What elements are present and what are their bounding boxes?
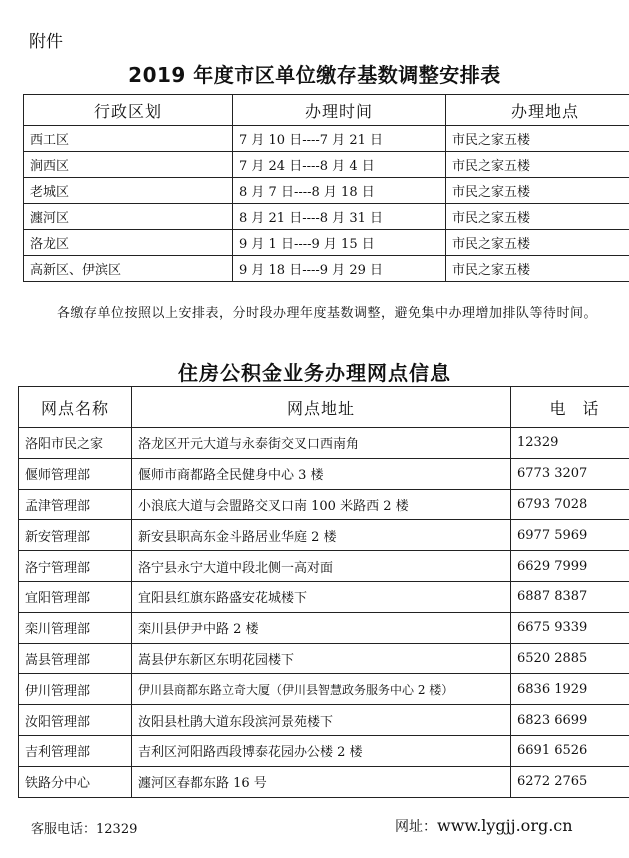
- table-row: [24, 256, 629, 282]
- district-cell: 老城区: [24, 178, 233, 204]
- outlet-address-cell: 瀍河区春都东路 16 号: [132, 766, 511, 797]
- location-cell: 市民之家五楼: [446, 204, 629, 230]
- outlet-name-cell: 洛宁管理部: [19, 551, 132, 582]
- outlet-phone-cell: 6629 7999: [511, 551, 629, 582]
- outlet-address-cell: 宜阳县红旗东路盛安花城楼下: [132, 581, 511, 612]
- location-cell: 市民之家五楼: [446, 256, 629, 282]
- outlet-phone-cell: 6793 7028: [511, 489, 629, 520]
- outlet-address-cell: 偃师市商都路全民健身中心 3 楼: [132, 458, 511, 489]
- table-row: [19, 428, 629, 459]
- outlet-phone-cell: 6691 6526: [511, 735, 629, 766]
- schedule-header-row: [24, 95, 629, 126]
- outlet-phone-cell: 6272 2765: [511, 766, 629, 797]
- outlet-address-cell: 栾川县伊尹中路 2 楼: [132, 612, 511, 643]
- outlet-name-cell: 伊川管理部: [19, 674, 132, 705]
- time-cell: 9 月 1 日----9 月 15 日: [233, 230, 446, 256]
- schedule-table: [23, 94, 629, 282]
- outlet-phone-cell: 6675 9339: [511, 612, 629, 643]
- table-row: [19, 612, 629, 643]
- outlet-address-cell: 吉利区河阳路西段博泰花园办公楼 2 楼: [132, 735, 511, 766]
- outlet-address-cell: 洛宁县永宁大道中段北侧一高对面: [132, 551, 511, 582]
- outlet-phone-cell: 6887 8387: [511, 581, 629, 612]
- website-link[interactable]: www.lygjj.org.cn: [437, 816, 573, 835]
- table-row: [24, 204, 629, 230]
- attachment-label: 附件: [29, 32, 63, 52]
- outlet-phone-cell: 6520 2885: [511, 643, 629, 674]
- table-row: [19, 581, 629, 612]
- district-cell: 高新区、伊滨区: [24, 256, 233, 282]
- outlets-table: [18, 386, 629, 798]
- header-outlet-name: 网点名称: [19, 387, 132, 428]
- location-cell: 市民之家五楼: [446, 152, 629, 178]
- schedule-title: 2019 年度市区单位缴存基数调整安排表: [128, 63, 501, 87]
- outlet-name-cell: 吉利管理部: [19, 735, 132, 766]
- outlet-phone-cell: 6836 1929: [511, 674, 629, 705]
- header-time: 办理时间: [233, 95, 446, 126]
- header-district: 行政区划: [24, 95, 233, 126]
- table-row: [19, 766, 629, 797]
- outlet-name-cell: 宜阳管理部: [19, 581, 132, 612]
- customer-hotline: 客服电话：12329: [31, 822, 138, 837]
- outlets-title: 住房公积金业务办理网点信息: [178, 361, 451, 385]
- table-row: [24, 126, 629, 152]
- outlet-name-cell: 嵩县管理部: [19, 643, 132, 674]
- outlet-address-cell: 小浪底大道与会盟路交叉口南 100 米路西 2 楼: [132, 489, 511, 520]
- table-row: [24, 230, 629, 256]
- time-cell: 8 月 21 日----8 月 31 日: [233, 204, 446, 230]
- location-cell: 市民之家五楼: [446, 126, 629, 152]
- outlet-address-cell: 洛龙区开元大道与永泰街交叉口西南角: [132, 428, 511, 459]
- table-row: [24, 152, 629, 178]
- outlet-address-cell: 新安县职高东金斗路居业华庭 2 楼: [132, 520, 511, 551]
- time-cell: 7 月 10 日----7 月 21 日: [233, 126, 446, 152]
- time-cell: 9 月 18 日----9 月 29 日: [233, 256, 446, 282]
- website-label: 网址：: [395, 819, 437, 835]
- outlet-name-cell: 汝阳管理部: [19, 705, 132, 736]
- location-cell: 市民之家五楼: [446, 230, 629, 256]
- table-row: [24, 178, 629, 204]
- schedule-note: 各缴存单位按照以上安排表，分时段办理年度基数调整，避免集中办理增加排队等待时间。: [57, 306, 598, 321]
- table-row: [19, 705, 629, 736]
- table-row: [19, 735, 629, 766]
- time-cell: 8 月 7 日----8 月 18 日: [233, 178, 446, 204]
- outlet-address-cell: 汝阳县杜鹃大道东段滨河景苑楼下: [132, 705, 511, 736]
- table-row: [19, 520, 629, 551]
- website-info: [395, 816, 573, 836]
- time-cell: 7 月 24 日----8 月 4 日: [233, 152, 446, 178]
- outlet-address-cell: 伊川县商都东路立奇大厦（伊川县智慧政务服务中心 2 楼）: [132, 674, 511, 705]
- table-row: [19, 551, 629, 582]
- outlets-header-row: [19, 387, 629, 428]
- outlet-name-cell: 孟津管理部: [19, 489, 132, 520]
- header-phone: 电 话: [511, 387, 629, 428]
- table-row: [19, 674, 629, 705]
- table-row: [19, 458, 629, 489]
- outlet-name-cell: 洛阳市民之家: [19, 428, 132, 459]
- outlet-name-cell: 铁路分中心: [19, 766, 132, 797]
- outlet-name-cell: 偃师管理部: [19, 458, 132, 489]
- district-cell: 洛龙区: [24, 230, 233, 256]
- outlet-phone-cell: 6977 5969: [511, 520, 629, 551]
- outlet-phone-cell: 12329: [511, 428, 629, 459]
- district-cell: 瀍河区: [24, 204, 233, 230]
- outlet-name-cell: 栾川管理部: [19, 612, 132, 643]
- district-cell: 西工区: [24, 126, 233, 152]
- outlet-address-cell: 嵩县伊东新区东明花园楼下: [132, 643, 511, 674]
- header-outlet-address: 网点地址: [132, 387, 511, 428]
- outlet-phone-cell: 6823 6699: [511, 705, 629, 736]
- outlet-phone-cell: 6773 3207: [511, 458, 629, 489]
- location-cell: 市民之家五楼: [446, 178, 629, 204]
- header-location: 办理地点: [446, 95, 629, 126]
- outlet-name-cell: 新安管理部: [19, 520, 132, 551]
- district-cell: 涧西区: [24, 152, 233, 178]
- table-row: [19, 489, 629, 520]
- table-row: [19, 643, 629, 674]
